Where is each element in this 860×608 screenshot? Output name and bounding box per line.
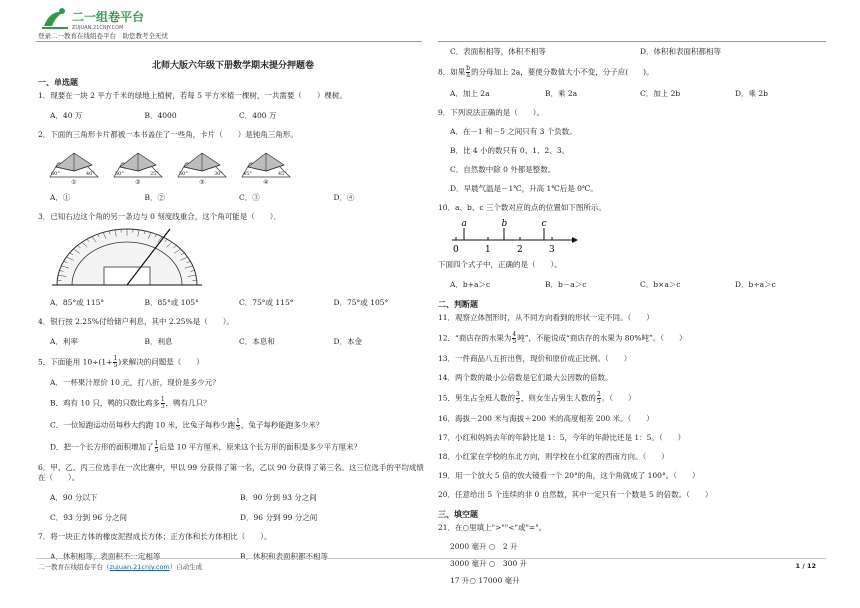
q2-book-figure-2 <box>112 149 164 186</box>
q4-option-b[interactable]: B．利息 <box>144 337 173 346</box>
header-subtitle: 登录二一教育在线组卷平台 助您教考全无忧 <box>38 32 168 40</box>
q4-options <box>50 336 428 347</box>
q2-book-angle-right: 40° <box>86 171 95 177</box>
judge-20: 20．任意给出 5 个连续的非 0 自然数，其中一定只有一个数是 5 的倍数。（ ） <box>438 490 713 499</box>
q2-book-figures <box>48 149 428 186</box>
q6-option-b[interactable]: B．90 分到 93 分之间 <box>240 493 317 502</box>
q2-book-angle-right: 25° <box>150 171 159 177</box>
footer-divider <box>36 558 826 559</box>
q2-option-d[interactable]: D．④ <box>333 193 355 202</box>
q21-row-2[interactable]: 3000 毫升 ○ 300 升 <box>450 559 528 568</box>
question-21: 21．在○里填上">""<"或"="。 <box>438 523 547 532</box>
q10-prompt: 下面四个式子中，正确的是（ ）。 <box>438 260 562 269</box>
q8-options <box>450 88 830 99</box>
q21-row-1[interactable]: 2000 毫升 ○ 2 升 <box>450 542 518 551</box>
judge-12: 12．“商店存的水果为 $\frac{4}{5}$ 吨”，不能说成“商店存的水果为 80%吨”。（ ） <box>438 331 687 345</box>
q8-option-c[interactable]: C．加上 2b <box>640 89 681 98</box>
q9-option-b[interactable]: B．比 4 小的数只有 0、1、2、3。 <box>450 146 570 155</box>
q2-book-number: ④ <box>263 179 269 186</box>
q4-option-c[interactable]: C．本息和 <box>239 337 275 346</box>
judge-15: 15．男生占全班人数的 $\frac{3}{5}$ ，则女生占男生人数的 $\frac{2}{5}$ 。（ ） <box>438 391 636 405</box>
judge-11: 11．观察立体图形时，从不同方向看到的形状一定不同。（ ） <box>438 313 654 322</box>
right-column <box>438 44 830 593</box>
q6-option-c[interactable]: C．93 分到 96 分之间 <box>50 513 127 522</box>
q10-option-b[interactable]: B．b－a＞c <box>545 280 587 289</box>
q2-book-figure-4 <box>240 149 292 186</box>
number-line-point-label: c <box>541 219 547 229</box>
footer-link[interactable]: zujuan.21cnjy.com <box>109 563 170 571</box>
number-line-tick-label: 0 <box>453 245 459 255</box>
q7-option-a[interactable]: A．体积相等，表面积不一定相等 <box>50 552 161 561</box>
judge-16: 16．海拔－200 米与海拔＋200 米的高度相差 200 米。（ ） <box>438 414 654 423</box>
q3-option-b[interactable]: B．85°或 105° <box>144 298 199 307</box>
q2-book-number: ② <box>135 179 141 186</box>
footer-source: 二一教育在线组卷平台（zujuan.21cnjy.com）自动生成 <box>38 563 203 571</box>
protractor-figure <box>52 227 428 291</box>
question-10: 10．a、b、c 三个数对应的点的位置如下图所示。 <box>438 203 606 212</box>
q6-options-row2 <box>50 512 428 523</box>
section-heading-choice: 一、单选题 <box>38 77 78 87</box>
svg-text:ZUJUAN.21CNJY.COM: ZUJUAN.21CNJY.COM <box>72 25 124 31</box>
site-logo[interactable] <box>38 6 168 34</box>
number-line-figure <box>448 218 830 258</box>
question-4: 4．银行按 2.25%付给储户利息，其中 2.25%是（ ）。 <box>38 317 234 326</box>
number-line-tick-label: 1 <box>485 245 491 255</box>
fraction-one-fifth: $\frac{1}{5}$ <box>113 355 118 369</box>
fraction-b-over-a: $\frac{b}{a}$ <box>466 65 471 79</box>
q6-option-a[interactable]: A．90 分以下 <box>50 493 98 502</box>
left-column <box>38 44 428 571</box>
number-line-tick-label: 2 <box>517 245 523 255</box>
judge-18: 18．小红家在学校的东北方向，则学校在小红家的西南方向。（ ） <box>438 452 669 461</box>
page-number: 1 / 12 <box>795 562 816 570</box>
q2-options <box>50 192 428 203</box>
q2-book-number: ① <box>71 179 77 186</box>
q3-option-a[interactable]: A．85°或 115° <box>50 298 105 307</box>
q2-option-c[interactable]: C．③ <box>239 193 260 202</box>
q1-options <box>50 110 428 121</box>
section-heading-judge: 二、判断题 <box>438 299 478 309</box>
q4-option-a[interactable]: A．利率 <box>50 337 78 346</box>
q2-book-figure-3 <box>176 149 228 186</box>
question-9: 9．下列说法正确的是（ ）。 <box>438 108 545 117</box>
q21-row-3[interactable]: 17 升○ 17000 毫升 <box>450 576 520 585</box>
q2-book-angle-right: 45° <box>278 171 287 177</box>
q7-options-row2 <box>450 46 830 57</box>
q10-options <box>450 279 830 290</box>
q10-option-c[interactable]: C．b×a＞c <box>640 280 681 289</box>
q1-option-b[interactable]: B．4000 <box>144 111 177 120</box>
q7-option-d[interactable]: D．体积和表面积都相等 <box>640 47 722 56</box>
q8-option-b[interactable]: B．乘 2a <box>545 89 578 98</box>
q10-option-a[interactable]: A．b+a＞c <box>450 280 491 289</box>
q2-book-angle-left: 60° <box>51 171 60 177</box>
q2-option-a[interactable]: A．① <box>50 193 71 202</box>
q8-option-d[interactable]: D．乘 2b <box>735 89 768 98</box>
judge-17: 17．小红和妈妈去年的年龄比是 1：5，今年的年龄比还是 1：5。（ ） <box>438 433 686 442</box>
q5-option-b[interactable]: B．鸡有 10 只，鸭的只数比鸡多 $\frac{1}{5}$ ，鸭有几只？ <box>50 396 211 410</box>
section-heading-fill: 三、填空题 <box>438 509 478 519</box>
q2-book-angle-left: 50° <box>115 171 124 177</box>
number-line-tick-label: 3 <box>549 245 555 255</box>
svg-text:二一组卷平台: 二一组卷平台 <box>72 10 145 24</box>
q2-book-figure-1 <box>48 149 100 186</box>
q4-option-d[interactable]: D．本金 <box>333 337 363 346</box>
judge-14: 14．两个数的最小公倍数是它们最大公因数的倍数。 <box>438 373 613 382</box>
q1-option-a[interactable]: A．40 万 <box>50 111 83 120</box>
q7-option-c[interactable]: C．表面积相等，体积不相等 <box>450 47 546 56</box>
question-8: 8．如果 $\frac{b}{a}$ 的分母加上 2a，要使分数值大小不变，分子应( )。 <box>438 65 654 79</box>
question-3: 3．已知右边这个角的另一条边与 0 刻度线重合，这个角可能是（ ）． <box>38 212 282 221</box>
q8-option-a[interactable]: A．加上 2a <box>450 89 490 98</box>
judge-13: 13．一件商品八五折出售，现价和原价成正比例。（ ） <box>438 354 632 363</box>
q2-option-b[interactable]: B．② <box>144 193 166 202</box>
question-6: 6．甲、乙、丙三位选手在一次比赛中，甲以 99 分获得了第一名，乙以 90 分获得了第三名。这三位选手的平均成绩在（ ）。 <box>38 463 424 482</box>
q7-option-b[interactable]: B．体积和表面积都不相等 <box>240 552 329 561</box>
q2-book-number: ③ <box>199 179 205 186</box>
number-line-point-label: b <box>501 219 508 229</box>
q2-book-angle-right: 30° <box>214 171 223 177</box>
header-divider-right <box>438 41 826 42</box>
q7-options-row1 <box>50 551 428 562</box>
header-divider <box>36 41 422 42</box>
q2-book-angle-left: 45° <box>243 171 252 177</box>
q1-option-c[interactable]: C．400 万 <box>239 111 277 120</box>
q9-option-a[interactable]: A．在－1 和－5 之间只有 3 个负数。 <box>450 127 577 136</box>
question-2: 2．下面的三角形卡片都被一本书盖住了一些角，卡片（ ）是钝角三角形。 <box>38 130 298 139</box>
q3-option-c[interactable]: C．75°或 115° <box>239 298 294 307</box>
q5-option-d[interactable]: D．把一个长方形的面积增加了 $\frac{1}{5}$ 后是 10 平方厘米，原来这个长方形的面积是多少平方厘米？ <box>50 440 362 454</box>
q6-options-row1 <box>50 492 428 503</box>
q10-option-d[interactable]: D．b÷a＞c <box>735 280 776 289</box>
question-5: 5．下面能用 10÷(1+ $\frac{1}{5}$ )来解决的问题是（ ） <box>38 355 204 369</box>
judge-19: 19．用一个放大 5 倍的放大镜看一个 20°的角，这个角就成了 100°。（ ） <box>438 471 700 480</box>
question-1: 1．现要在一块 2 平方千米的绿地上植树，若每 5 平方米植一棵树，一共需要（ ）棵树。 <box>38 91 347 100</box>
q5-option-a[interactable]: A．一杯果汁原价 10 元，打八折，现价是多少元？ <box>50 378 220 387</box>
q9-option-d[interactable]: D．早晨气温是－1℃，升高 1℃后是 0℃。 <box>450 184 598 193</box>
q5-option-c[interactable]: C．一位短跑运动员每秒大约跑 10 米，比兔子每秒少跑 $\frac{1}{5}$ ，兔子每秒能跑多少米？ <box>50 418 324 432</box>
page-title: 北师大版六年级下册数学期末提分押题卷 <box>151 61 314 71</box>
number-line-point-label: a <box>461 219 467 229</box>
q3-option-d[interactable]: D．75°或 105° <box>333 298 389 307</box>
q2-book-angle-left: 50° <box>179 171 188 177</box>
q3-options <box>50 297 428 308</box>
question-7: 7．将一块正方体的橡皮泥捏成长方体；正方体和长方体相比（ ）。 <box>38 532 272 541</box>
q9-option-c[interactable]: C．自然数中除 0 外都是整数。 <box>450 165 556 174</box>
q6-option-d[interactable]: D．96 分到 99 分之间 <box>240 513 318 522</box>
